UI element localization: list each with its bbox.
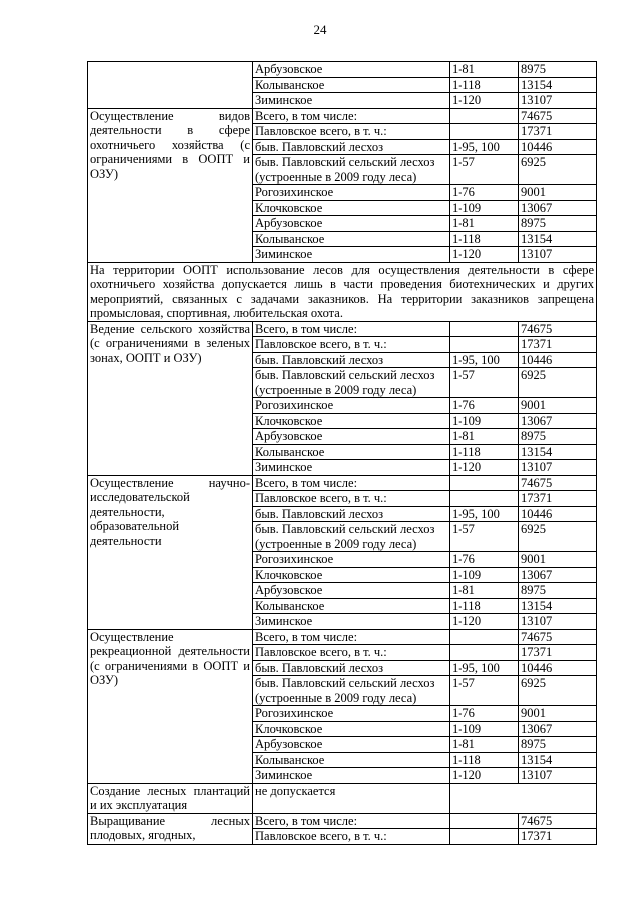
quarters-cell: 1-95, 100: [450, 352, 519, 368]
activity-cell: Ведение сельского хозяйства (с ограничениями в зеленых зонах, ООПТ и ОЗУ): [88, 321, 253, 475]
forestry-cell: Арбузовское: [253, 216, 450, 232]
quarters-cell: 1-120: [450, 614, 519, 630]
quarters-cell: 1-57: [450, 368, 519, 398]
area-cell: 9001: [519, 706, 597, 722]
quarters-cell: 1-76: [450, 398, 519, 414]
forestry-cell: Павловское всего, в т. ч.:: [253, 491, 450, 507]
forestry-cell: Зиминское: [253, 247, 450, 263]
forestry-cell: Колыванское: [253, 598, 450, 614]
area-cell: 17371: [519, 124, 597, 140]
quarters-cell: 1-109: [450, 567, 519, 583]
forestry-cell: Павловское всего, в т. ч.:: [253, 337, 450, 353]
quarters-cell: 1-118: [450, 77, 519, 93]
forestry-cell: Арбузовское: [253, 429, 450, 445]
quarters-cell: 1-57: [450, 522, 519, 552]
area-cell: 17371: [519, 829, 597, 845]
forestry-cell: Зиминское: [253, 460, 450, 476]
quarters-cell: 1-118: [450, 444, 519, 460]
forestry-cell: Арбузовское: [253, 583, 450, 599]
area-cell: 10446: [519, 506, 597, 522]
quarters-cell: 1-120: [450, 247, 519, 263]
area-cell: 17371: [519, 491, 597, 507]
forestry-cell: Рогозихинское: [253, 185, 450, 201]
note-row: [88, 262, 597, 321]
forestry-cell: Павловское всего, в т. ч.:: [253, 645, 450, 661]
forestry-cell: Всего, в том числе:: [253, 475, 450, 491]
area-cell: 13107: [519, 247, 597, 263]
forestry-cell: Рогозихинское: [253, 552, 450, 568]
table-row: [88, 813, 597, 829]
area-cell: 9001: [519, 185, 597, 201]
quarters-cell: [450, 321, 519, 337]
area-cell: 13154: [519, 752, 597, 768]
quarters-cell: 1-109: [450, 413, 519, 429]
quarters-cell: [450, 337, 519, 353]
table-row: [88, 108, 597, 124]
area-cell: 13154: [519, 598, 597, 614]
forestry-cell: быв. Павловский лесхоз: [253, 352, 450, 368]
forestry-cell: Всего, в том числе:: [253, 629, 450, 645]
forestry-cell: Павловское всего, в т. ч.:: [253, 829, 450, 845]
activity-cell: [88, 62, 253, 109]
empty-cell: [450, 783, 597, 813]
area-cell: 8975: [519, 62, 597, 78]
quarters-cell: 1-118: [450, 598, 519, 614]
area-cell: 74675: [519, 475, 597, 491]
forestry-cell: быв. Павловский сельский лесхоз (устроенные в 2009 году леса): [253, 676, 450, 706]
forestry-cell: Клочковское: [253, 200, 450, 216]
area-cell: 74675: [519, 629, 597, 645]
area-cell: 13067: [519, 567, 597, 583]
forestry-cell: Рогозихинское: [253, 398, 450, 414]
forestry-cell: Зиминское: [253, 614, 450, 630]
forestry-cell: быв. Павловский сельский лесхоз (устроенные в 2009 году леса): [253, 155, 450, 185]
quarters-cell: 1-120: [450, 460, 519, 476]
area-cell: 8975: [519, 429, 597, 445]
quarters-cell: 1-81: [450, 62, 519, 78]
forestry-cell: Колыванское: [253, 231, 450, 247]
area-cell: 6925: [519, 676, 597, 706]
forestry-cell: Всего, в том числе:: [253, 813, 450, 829]
forestry-cell: Колыванское: [253, 752, 450, 768]
quarters-cell: 1-118: [450, 752, 519, 768]
area-cell: 8975: [519, 216, 597, 232]
page-number: 24: [313, 22, 327, 37]
forestry-cell: Павловское всего, в т. ч.:: [253, 124, 450, 140]
table-row: [88, 783, 597, 813]
quarters-cell: 1-120: [450, 768, 519, 784]
quarters-cell: 1-76: [450, 185, 519, 201]
quarters-cell: [450, 829, 519, 845]
quarters-cell: 1-118: [450, 231, 519, 247]
forestry-cell: Рогозихинское: [253, 706, 450, 722]
quarters-cell: 1-95, 100: [450, 506, 519, 522]
area-cell: 13107: [519, 93, 597, 109]
activity-cell: Создание лесных плантаций и их эксплуатация: [88, 783, 253, 813]
quarters-cell: [450, 124, 519, 140]
quarters-cell: 1-81: [450, 429, 519, 445]
forestry-cell: Всего, в том числе:: [253, 108, 450, 124]
quarters-cell: 1-109: [450, 721, 519, 737]
area-cell: 13107: [519, 768, 597, 784]
quarters-cell: 1-81: [450, 737, 519, 753]
area-cell: 9001: [519, 552, 597, 568]
area-cell: 13067: [519, 721, 597, 737]
quarters-cell: [450, 491, 519, 507]
activity-cell: Осуществление видов деятельности в сфере охотничьего хозяйства (с ограничениями в ООПТ и ОЗУ): [88, 108, 253, 262]
forestry-cell: быв. Павловский сельский лесхоз (устроенные в 2009 году леса): [253, 368, 450, 398]
area-cell: 8975: [519, 583, 597, 599]
area-cell: 13154: [519, 444, 597, 460]
forestry-cell: Зиминское: [253, 93, 450, 109]
area-cell: 13067: [519, 413, 597, 429]
area-cell: 8975: [519, 737, 597, 753]
area-cell: 74675: [519, 108, 597, 124]
forestry-cell: Колыванское: [253, 444, 450, 460]
forestry-cell: быв. Павловский лесхоз: [253, 506, 450, 522]
forestry-cell: Арбузовское: [253, 737, 450, 753]
quarters-cell: 1-95, 100: [450, 139, 519, 155]
area-cell: 13107: [519, 460, 597, 476]
area-cell: 9001: [519, 398, 597, 414]
quarters-cell: 1-95, 100: [450, 660, 519, 676]
area-cell: 13067: [519, 200, 597, 216]
table-row: [88, 321, 597, 337]
table-row: [88, 62, 597, 78]
quarters-cell: 1-57: [450, 155, 519, 185]
forestry-cell: не допускается: [253, 783, 450, 813]
quarters-cell: [450, 813, 519, 829]
forestry-cell: Арбузовское: [253, 62, 450, 78]
quarters-cell: 1-81: [450, 583, 519, 599]
forestry-cell: Клочковское: [253, 413, 450, 429]
area-cell: 10446: [519, 660, 597, 676]
quarters-cell: 1-120: [450, 93, 519, 109]
area-cell: 74675: [519, 321, 597, 337]
area-cell: 6925: [519, 368, 597, 398]
area-cell: 13154: [519, 231, 597, 247]
quarters-cell: [450, 475, 519, 491]
activity-cell: Осуществление рекреационной деятельности (с ограничениями в ООПТ и ОЗУ): [88, 629, 253, 783]
area-cell: 74675: [519, 813, 597, 829]
forestry-cell: быв. Павловский сельский лесхоз (устроенные в 2009 году леса): [253, 522, 450, 552]
area-cell: 6925: [519, 522, 597, 552]
area-cell: 6925: [519, 155, 597, 185]
activity-cell: Осуществление научно-исследовательской деятельности, образовательной деятельности: [88, 475, 253, 629]
forestry-cell: Клочковское: [253, 567, 450, 583]
table-row: [88, 475, 597, 491]
forestry-cell: Всего, в том числе:: [253, 321, 450, 337]
area-cell: 17371: [519, 645, 597, 661]
area-cell: 10446: [519, 139, 597, 155]
note-text: На территории ООПТ использование лесов для осуществления деятельности в сфере охотничьего хозяйства допускается лишь в части проведения биотехнических и других мероприятий, связанных с задачами заказников. На территории заказников запрещена промысловая, спортивная, любительская охота.: [88, 262, 597, 321]
quarters-cell: 1-109: [450, 200, 519, 216]
table-row: [88, 629, 597, 645]
activity-cell: Выращивание лесных плодовых, ягодных,: [88, 813, 253, 844]
quarters-cell: 1-76: [450, 706, 519, 722]
quarters-cell: 1-57: [450, 676, 519, 706]
quarters-cell: [450, 108, 519, 124]
forestry-cell: быв. Павловский лесхоз: [253, 139, 450, 155]
forestry-cell: Зиминское: [253, 768, 450, 784]
area-cell: 17371: [519, 337, 597, 353]
forestry-cell: быв. Павловский лесхоз: [253, 660, 450, 676]
forestry-cell: Клочковское: [253, 721, 450, 737]
quarters-cell: [450, 645, 519, 661]
area-cell: 13154: [519, 77, 597, 93]
forestry-cell: Колыванское: [253, 77, 450, 93]
quarters-cell: 1-76: [450, 552, 519, 568]
area-cell: 13107: [519, 614, 597, 630]
area-cell: 10446: [519, 352, 597, 368]
forest-use-table: [87, 61, 597, 845]
quarters-cell: 1-81: [450, 216, 519, 232]
quarters-cell: [450, 629, 519, 645]
